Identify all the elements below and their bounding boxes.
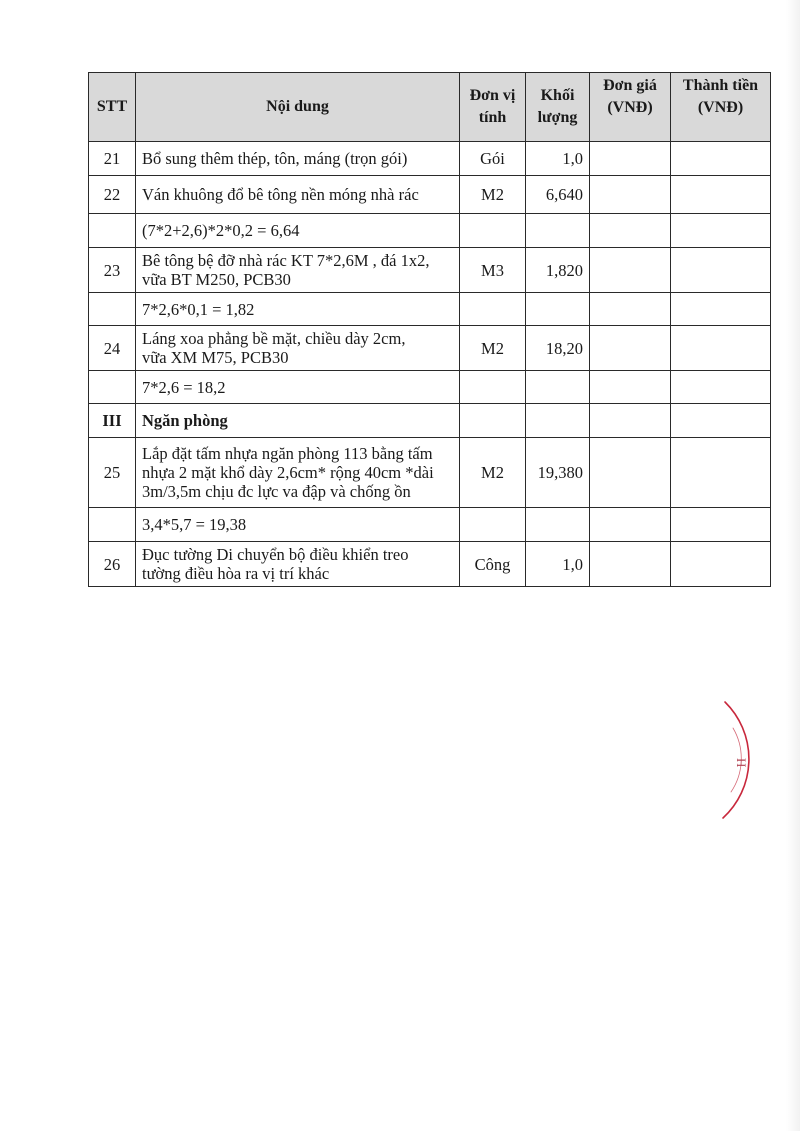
cell-total: [671, 248, 771, 293]
table-row: [89, 371, 771, 404]
cell-quantity: 1,0: [526, 142, 590, 176]
table-row: [89, 326, 771, 371]
table-body: [89, 142, 771, 587]
cell-total: [671, 214, 771, 248]
cell-quantity: 1,820: [526, 248, 590, 293]
cell-unit-price: [590, 404, 671, 438]
cell-quantity: 19,380: [526, 438, 590, 508]
content-line: Lắp đặt tấm nhựa ngăn phòng 113 bằng tấm: [142, 444, 433, 463]
table-row: [89, 176, 771, 214]
section-row: [89, 404, 771, 438]
cell-content: [136, 142, 460, 176]
cell-unit: [460, 371, 526, 404]
cell-content: [136, 371, 460, 404]
cell-total: [671, 438, 771, 508]
cell-content: [136, 404, 460, 438]
page-edge: [786, 0, 800, 1131]
table-row: [89, 248, 771, 293]
cell-stt: 26: [89, 542, 136, 587]
cell-stt: 21: [89, 142, 136, 176]
cell-quantity: [526, 508, 590, 542]
cell-unit: Gói: [460, 142, 526, 176]
cell-unit-price: [590, 542, 671, 587]
cell-stt: 23: [89, 248, 136, 293]
cell-unit: M2: [460, 438, 526, 508]
header-quantity: Khối lượng: [526, 73, 590, 142]
content-line: vữa BT M250, PCB30: [142, 270, 291, 289]
cell-quantity: [526, 404, 590, 438]
content-line: 3m/3,5m chịu đc lực va đập và chống ồn: [142, 482, 411, 501]
header-stt: STT: [89, 73, 136, 142]
cell-content: [136, 248, 460, 293]
cell-stt: [89, 371, 136, 404]
cell-content: [136, 293, 460, 326]
content-line: Láng xoa phẳng bề mặt, chiều dày 2cm,: [142, 329, 406, 348]
cell-total: [671, 404, 771, 438]
cell-unit-price: [590, 214, 671, 248]
cell-content: [136, 176, 460, 214]
content-line: tường điều hòa ra vị trí khác: [142, 564, 330, 583]
content-line: (7*2+2,6)*2*0,2 = 6,64: [142, 221, 300, 240]
cell-stt: III: [89, 404, 136, 438]
header-content: Nội dung: [136, 73, 460, 142]
cell-unit-price: [590, 293, 671, 326]
cell-total: [671, 142, 771, 176]
content-line: Ván khuông đổ bê tông nền móng nhà rác: [142, 185, 419, 204]
cell-unit-price: [590, 371, 671, 404]
cell-quantity: [526, 293, 590, 326]
cell-unit: M2: [460, 176, 526, 214]
cell-quantity: 1,0: [526, 542, 590, 587]
content-line: Bổ sung thêm thép, tôn, máng (trọn gói): [142, 149, 408, 168]
cell-content: [136, 508, 460, 542]
table-row: [89, 142, 771, 176]
cell-content: [136, 542, 460, 587]
cell-total: [671, 326, 771, 371]
cell-content: [136, 326, 460, 371]
table-row: [89, 214, 771, 248]
content-line: Ngăn phòng: [142, 411, 228, 430]
quotation-table: [88, 72, 771, 587]
cell-unit-price: [590, 326, 671, 371]
cell-total: [671, 542, 771, 587]
header-unit-price: Đơn giá (VNĐ): [590, 73, 671, 142]
header-total: Thành tiền (VNĐ): [671, 73, 771, 142]
cell-quantity: [526, 371, 590, 404]
content-line: Bê tông bệ đỡ nhà rác KT 7*2,6M , đá 1x2,: [142, 251, 430, 270]
table-row: [89, 508, 771, 542]
table-row: [89, 293, 771, 326]
cell-unit-price: [590, 176, 671, 214]
cell-unit-price: [590, 142, 671, 176]
content-line: 7*2,6*0,1 = 1,82: [142, 299, 255, 319]
table-row: [89, 542, 771, 587]
table-header-row: [89, 73, 771, 142]
cell-stt: [89, 214, 136, 248]
cell-quantity: [526, 214, 590, 248]
cell-total: [671, 508, 771, 542]
cell-unit: M3: [460, 248, 526, 293]
cell-stt: [89, 508, 136, 542]
cell-content: [136, 438, 460, 508]
cell-unit: M2: [460, 326, 526, 371]
cell-stt: 25: [89, 438, 136, 508]
content-line: 7*2,6 = 18,2: [142, 377, 226, 397]
cell-content: [136, 214, 460, 248]
cell-quantity: 6,640: [526, 176, 590, 214]
content-line: 3,4*5,7 = 19,38: [142, 515, 247, 534]
seal-letter: H: [734, 758, 749, 768]
header-unit: Đơn vị tính: [460, 73, 526, 142]
cell-total: [671, 371, 771, 404]
cell-stt: [89, 293, 136, 326]
cell-unit: [460, 404, 526, 438]
cell-unit: Công: [460, 542, 526, 587]
cell-unit: [460, 293, 526, 326]
cell-unit: [460, 214, 526, 248]
content-line: vữa XM M75, PCB30: [142, 348, 289, 367]
cell-unit: [460, 508, 526, 542]
table-row: [89, 438, 771, 508]
cell-total: [671, 293, 771, 326]
cell-quantity: 18,20: [526, 326, 590, 371]
cell-unit-price: [590, 508, 671, 542]
company-seal-stamp: [715, 700, 775, 820]
cell-stt: 22: [89, 176, 136, 214]
content-line: Đục tường Di chuyển bộ điều khiển treo: [142, 545, 409, 564]
cell-stt: 24: [89, 326, 136, 371]
content-line: nhựa 2 mặt khổ dày 2,6cm* rộng 40cm *dài: [142, 463, 434, 482]
cell-unit-price: [590, 248, 671, 293]
cell-total: [671, 176, 771, 214]
cell-unit-price: [590, 438, 671, 508]
